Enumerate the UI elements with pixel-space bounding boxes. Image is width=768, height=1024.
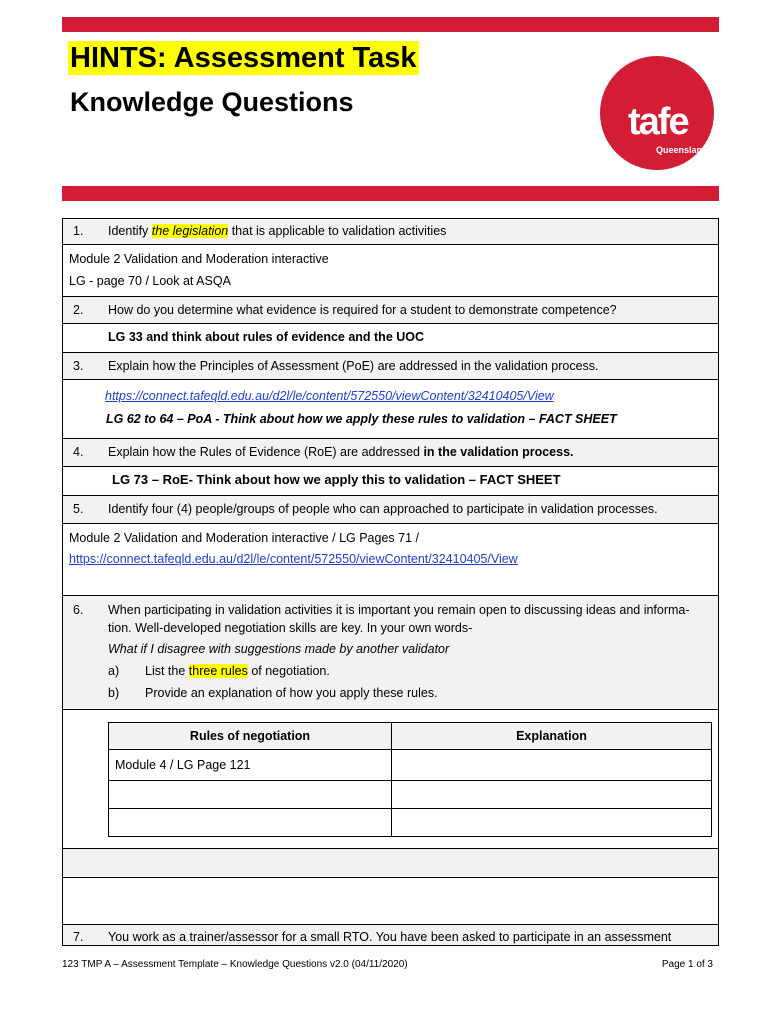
question-number: 1. — [73, 224, 84, 238]
table-header-row — [109, 723, 712, 750]
highlight: three rules — [188, 664, 248, 678]
question-text: You work as a trainer/assessor for a small RTO. You have been asked to participate in an assessment — [108, 930, 672, 944]
answer-row-3 — [62, 379, 719, 438]
page-subtitle: Knowledge Questions — [70, 87, 354, 117]
question-row-3 — [62, 352, 719, 379]
answer-row-2 — [62, 323, 719, 352]
answer-link[interactable]: https://connect.tafeqld.edu.au/d2l/le/content/572550/viewContent/32410405/View — [105, 389, 554, 403]
question-row-1 — [62, 218, 719, 244]
footer-page-number: Page 1 of 3 — [661, 959, 713, 970]
table-cell[interactable] — [109, 781, 392, 809]
header-red-bar — [62, 186, 719, 201]
logo-subtext: Queensland — [656, 145, 708, 155]
answer-spacer-row — [62, 877, 719, 924]
question-text: Identify the legislation that is applicable to validation activities — [108, 224, 447, 238]
answer-text: LG - page 70 / Look at ASQA — [69, 274, 231, 288]
footer-document-info: 123 TMP A – Assessment Template – Knowledge Questions v2.0 (04/11/2020) — [62, 959, 408, 970]
question-number: 5. — [73, 502, 84, 516]
question-number: 2. — [73, 303, 84, 317]
table-row — [109, 809, 712, 837]
answer-row-1 — [62, 244, 719, 296]
question-row-4 — [62, 438, 719, 466]
subquestion-text: List the three rules of negotiation. — [145, 664, 330, 678]
question-row-7 — [62, 924, 719, 946]
table-header: Rules of negotiation — [109, 723, 392, 750]
answer-text: LG 62 to 64 – PoA - Think about how we apply these rules to validation – FACT SHEET — [106, 412, 617, 426]
question-row-6 — [62, 595, 719, 709]
answer-text: Module 2 Validation and Moderation interactive — [69, 252, 329, 266]
answer-text: LG 73 – RoE- Think about how we apply this to validation – FACT SHEET — [112, 472, 561, 487]
tafe-logo — [600, 56, 714, 170]
answer-text: Module 2 Validation and Moderation interactive / LG Pages 71 / — [69, 531, 419, 545]
answer-row-4 — [62, 466, 719, 495]
question-row-5 — [62, 495, 719, 523]
page-title: HINTS: Assessment Task — [70, 42, 417, 74]
table-row — [109, 781, 712, 809]
table-cell[interactable] — [392, 809, 712, 837]
top-red-bar — [62, 17, 719, 32]
question-text: How do you determine what evidence is required for a student to demonstrate competence? — [108, 303, 617, 317]
table-header: Explanation — [392, 723, 712, 750]
question-text: tion. Well-developed negotiation skills are key. In your own words- — [108, 621, 473, 635]
table-cell[interactable] — [109, 809, 392, 837]
question-row-2 — [62, 296, 719, 323]
answer-row-5 — [62, 523, 719, 595]
question-number: 4. — [73, 445, 84, 459]
spacer-row — [62, 848, 719, 877]
table-row — [109, 750, 712, 781]
subquestion-label: b) — [108, 686, 120, 700]
question-text: What if I disagree with suggestions made by another validator — [108, 642, 450, 656]
highlight: the legislation — [151, 224, 229, 238]
question-text: When participating in validation activities it is important you remain open to discussing ideas and informa- — [108, 603, 690, 617]
question-text: Explain how the Principles of Assessment (PoE) are addressed in the validation process. — [108, 359, 599, 373]
question-text: Identify four (4) people/groups of people who can approached to participate in validation processes. — [108, 502, 658, 516]
table-cell[interactable] — [392, 781, 712, 809]
table-cell[interactable]: Module 4 / LG Page 121 — [109, 750, 392, 781]
question-number: 3. — [73, 359, 84, 373]
answer-text: LG 33 and think about rules of evidence and the UOC — [108, 330, 425, 344]
logo-text: tafe — [628, 101, 688, 143]
subquestion-text: Provide an explanation of how you apply these rules. — [145, 686, 438, 700]
negotiation-table — [108, 722, 712, 837]
answer-link[interactable]: https://connect.tafeqld.edu.au/d2l/le/content/572550/viewContent/32410405/View — [69, 552, 518, 566]
subquestion-label: a) — [108, 664, 120, 678]
table-cell[interactable] — [392, 750, 712, 781]
question-text: Explain how the Rules of Evidence (RoE) are addressed in the validation process. — [108, 445, 574, 459]
question-number: 6. — [73, 603, 84, 617]
question-number: 7. — [73, 930, 84, 944]
